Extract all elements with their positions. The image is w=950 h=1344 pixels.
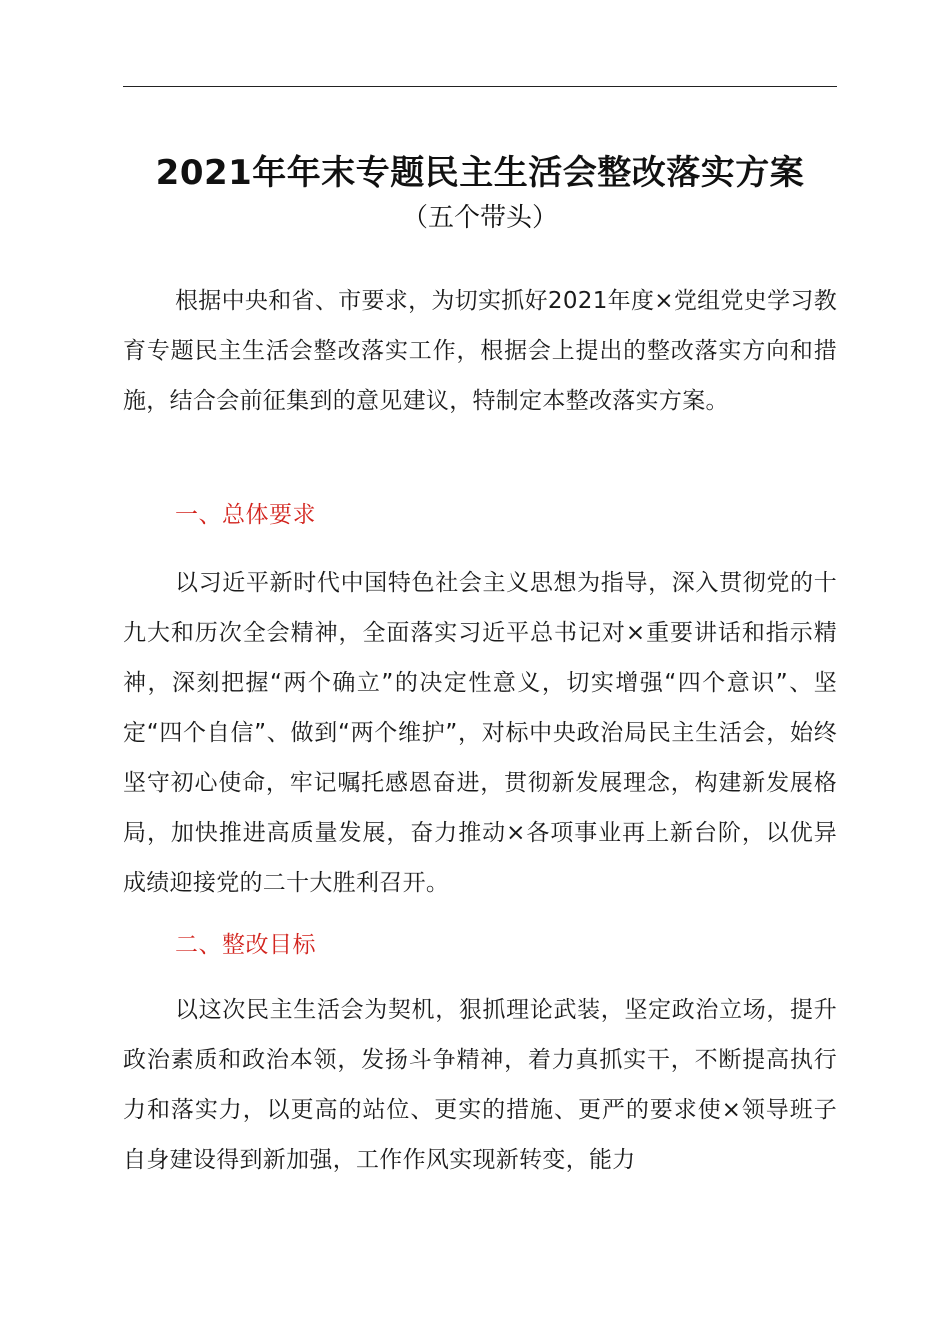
intro-paragraph: 根据中央和省、市要求，为切实抓好2021年度×党组党史学习教育专题民主生活会整改落实工作，根据会上提出的整改落实方向和措施，结合会前征集到的意见建议，特制定本整改落实方案。: [123, 288, 837, 414]
section-paragraph-rectification-goals: 以这次民主生活会为契机，狠抓理论武装，坚定政治立场，提升政治素质和政治本领，发扬斗争精神，着力真抓实干，不断提高执行力和落实力，以更高的站位、更实的措施、更严的要求使×领导班子自身建设得到新加强，工作作风实现新转变，能力: [123, 997, 837, 1173]
section-paragraph-overall-requirements: 以习近平新时代中国特色社会主义思想为指导，深入贯彻党的十九大和历次全会精神，全面落实习近平总书记对×重要讲话和指示精神，深刻把握“两个确立”的决定性意义，切实增强“四个意识”、坚定“四个自信”、做到“两个维护”，对标中央政治局民主生活会，始终坚守初心使命，牢记嘱托感恩奋进，贯彻新发展理念，构建新发展格局，加快推进高质量发展，奋力推动×各项事业再上新台阶，以优异成绩迎接党的二十大胜利召开。: [123, 570, 837, 896]
header-rule: [123, 86, 837, 87]
section-heading-overall-requirements: 一、总体要求: [175, 502, 316, 528]
page-subtitle: （五个带头）: [401, 203, 558, 233]
page-title: 2021年年末专题民主生活会整改落实方案: [155, 153, 805, 193]
section-heading-rectification-goals: 二、整改目标: [175, 932, 316, 958]
